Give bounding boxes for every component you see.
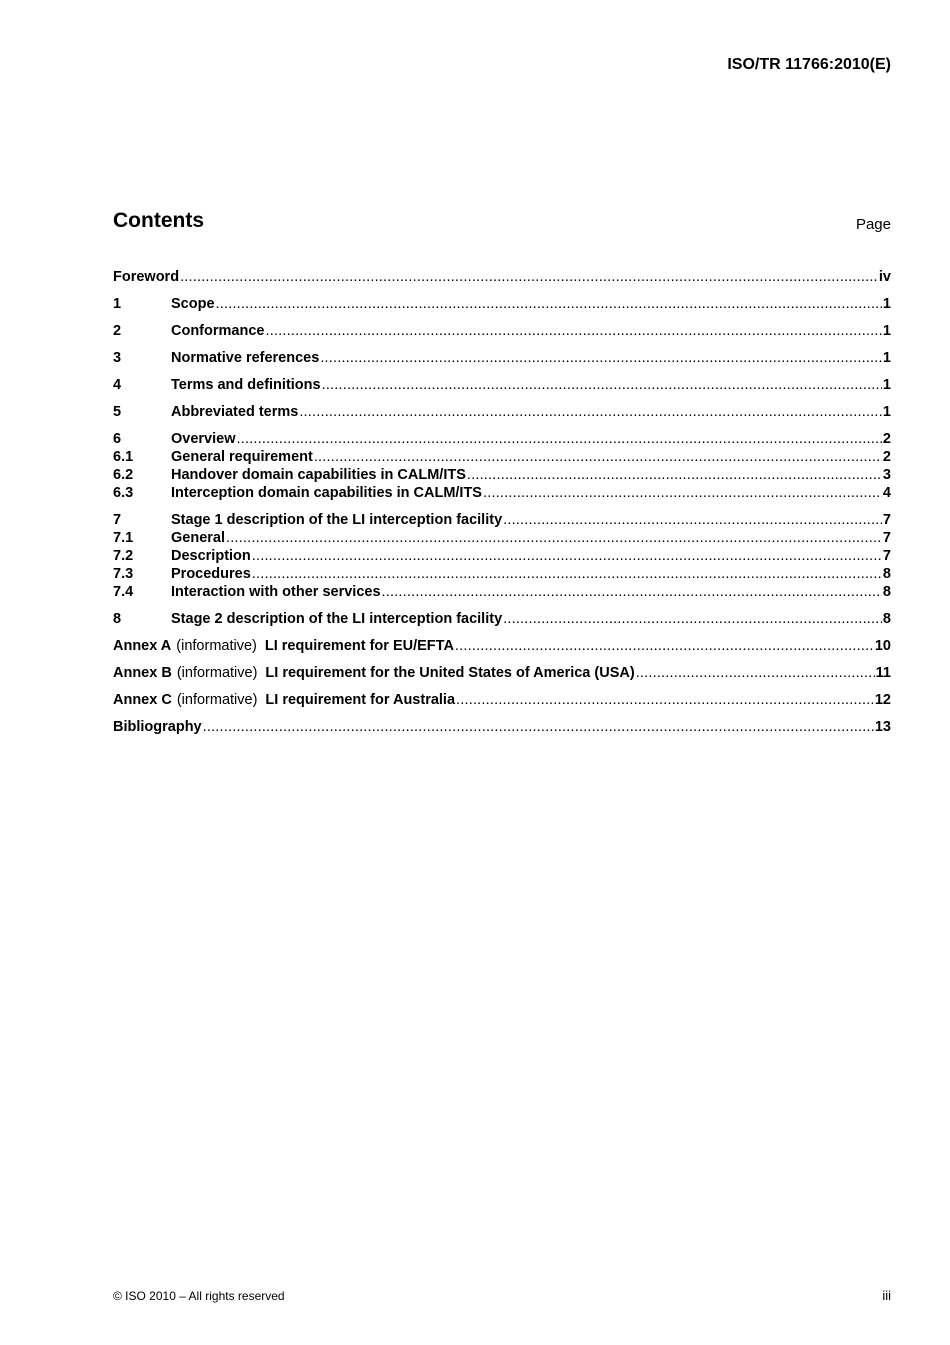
toc-entry[interactable] [113,295,891,313]
toc-number: 7.1 [113,530,134,546]
toc-page: 1 [882,350,891,366]
copyright-notice: © ISO 2010 – All rights reserved [113,1289,285,1303]
toc-leader [456,691,874,709]
toc-label: Foreword [113,269,180,285]
toc-leader [216,295,882,313]
toc-page: 8 [882,584,891,600]
toc-leader [226,529,882,547]
toc-entry[interactable] [113,565,891,583]
toc-page: 11 [875,665,891,681]
toc-entry[interactable] [113,403,891,421]
toc-page: 3 [882,467,891,483]
toc-page: 7 [882,548,891,564]
toc-page: 7 [882,512,891,528]
toc-page: 2 [882,449,891,465]
annex-note: (informative) [176,638,257,654]
toc-entry[interactable] [113,322,891,340]
toc-label: Stage 1 description of the LI interception facility [171,512,503,528]
toc-leader [503,610,882,628]
toc-entry-annex-c[interactable] [113,691,891,709]
toc-entry[interactable] [113,349,891,367]
toc-entry[interactable] [113,448,891,466]
annex-id: Annex C [113,692,172,708]
toc-number: 6 [113,431,122,447]
annex-note: (informative) [176,665,258,681]
toc-leader [180,268,878,286]
toc-entry[interactable] [113,430,891,448]
toc-page: 12 [874,692,891,708]
toc-leader [314,448,882,466]
toc-label: Overview [171,431,236,447]
document-id: ISO/TR 11766:2010(E) [727,56,891,73]
toc-number: 2 [113,323,122,339]
contents-title: Contents [113,209,204,232]
toc-leader [320,349,882,367]
toc-page: 8 [882,566,891,582]
toc-entry[interactable] [113,547,891,565]
toc-label: Conformance [171,323,265,339]
toc-page: 1 [882,404,891,420]
toc-label: Scope [171,296,215,312]
toc-label: Stage 2 description of the LI interception facility [171,611,503,627]
toc-leader [467,466,882,484]
toc-entry[interactable] [113,376,891,394]
page-column-label: Page [855,216,891,233]
toc-leader [252,547,882,565]
toc-entry[interactable] [113,529,891,547]
toc-leader [483,484,882,502]
toc-page: 1 [882,296,891,312]
toc-page: 2 [882,431,891,447]
toc-number: 7 [113,512,122,528]
toc-leader [252,565,882,583]
toc-page: 10 [874,638,891,654]
toc-entry[interactable] [113,610,891,628]
toc-number: 8 [113,611,122,627]
toc-number: 5 [113,404,122,420]
page-number: iii [882,1288,891,1303]
toc-label: LI requirement for the United States of America (USA) [265,665,635,681]
toc-entry[interactable] [113,484,891,502]
toc-label: Normative references [171,350,320,366]
toc-number: 6.2 [113,467,134,483]
toc-label: General [171,530,225,546]
toc-page: iv [878,269,891,285]
toc-label: Abbreviated terms [171,404,299,420]
toc-leader [636,664,875,682]
toc-label: Interaction with other services [171,584,381,600]
toc-label: Interception domain capabilities in CALM/ITS [171,485,482,501]
toc-leader [455,637,874,655]
toc-leader [503,511,882,529]
toc-entry-annex-a[interactable] [113,637,891,655]
toc-leader [265,322,881,340]
toc-number: 3 [113,350,122,366]
toc-label: General requirement [171,449,313,465]
toc-entry[interactable] [113,466,891,484]
toc-number: 6.3 [113,485,134,501]
toc-page: 1 [882,323,891,339]
toc-leader [322,376,882,394]
toc-page: 13 [874,719,891,735]
toc-label: Procedures [171,566,251,582]
table-of-contents [113,268,891,736]
toc-page: 7 [882,530,891,546]
annex-note: (informative) [176,692,258,708]
toc-leader [203,718,874,736]
toc-page: 8 [882,611,891,627]
toc-number: 4 [113,377,122,393]
toc-number: 7.4 [113,584,134,600]
toc-number: 7.2 [113,548,134,564]
toc-leader [382,583,882,601]
toc-number: 6.1 [113,449,134,465]
annex-id: Annex A [113,638,172,654]
toc-label: Bibliography [113,719,202,735]
toc-number: 1 [113,296,122,312]
toc-entry-annex-b[interactable] [113,664,891,682]
toc-leader [237,430,882,448]
toc-number: 7.3 [113,566,134,582]
toc-label: LI requirement for Australia [265,692,456,708]
toc-label: Terms and definitions [171,377,321,393]
toc-entry[interactable] [113,583,891,601]
toc-entry-bibliography[interactable] [113,718,891,736]
toc-page: 1 [882,377,891,393]
toc-page: 4 [882,485,891,501]
toc-label: LI requirement for EU/EFTA [264,638,454,654]
toc-label: Description [171,548,251,564]
toc-entry-foreword[interactable] [113,268,891,286]
toc-leader [299,403,882,421]
annex-id: Annex B [113,665,172,681]
toc-label: Handover domain capabilities in CALM/ITS [171,467,466,483]
toc-entry[interactable] [113,511,891,529]
